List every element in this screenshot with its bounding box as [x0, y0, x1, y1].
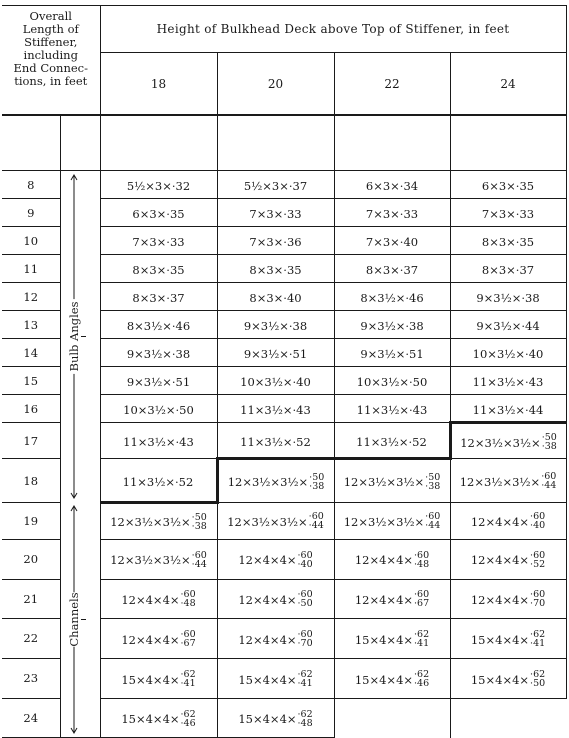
section-size: 10×3½×·40 — [240, 375, 311, 390]
table-row — [2, 171, 566, 199]
stiffener-section-cell — [217, 367, 334, 395]
stiffener-section-cell — [334, 339, 450, 367]
section-size: 12×3½×3½× — [459, 474, 541, 489]
stiffener-length: 14 — [2, 339, 60, 367]
stiffener-length: 17 — [2, 423, 60, 459]
stiffener-section-cell — [217, 658, 334, 698]
section-size: 12×3½×3½× — [343, 514, 425, 529]
flange-thickness: ·41 — [414, 638, 430, 650]
flange-thickness: ·44 — [191, 558, 207, 570]
stiffener-length: 24 — [2, 698, 60, 737]
section-size: 12×3½×3½× — [460, 435, 541, 450]
stiffener-section-cell — [100, 395, 217, 423]
stiffener-section-cell — [450, 579, 566, 618]
stiffener-section-cell — [100, 199, 217, 227]
section-size: 8×3×·35 — [132, 263, 185, 278]
stiffener-section-cell — [334, 283, 450, 311]
section-size: 10×3½×·50 — [123, 403, 194, 418]
web-thickness: ·60 — [297, 589, 313, 601]
section-size: 9×3½×·44 — [476, 319, 540, 334]
flange-thickness: ·40 — [530, 520, 546, 532]
section-size: 15×4×4× — [470, 672, 530, 687]
flange-thickness: ·67 — [414, 598, 430, 610]
section-size: 5½×3×·32 — [126, 179, 191, 194]
section-size: 12×4×4× — [354, 553, 414, 568]
stiffener-section-cell — [450, 227, 566, 255]
section-size: 6×3×·35 — [132, 207, 185, 222]
web-thickness: ·50 — [309, 471, 325, 483]
flange-thickness: ·38 — [191, 520, 207, 532]
section-size: 15×4×4× — [121, 712, 180, 727]
thickness-stack — [414, 551, 429, 569]
stiffener-section-cell — [450, 423, 566, 459]
length-header-line: Overall — [29, 9, 72, 23]
stiffener-section-cell — [100, 255, 217, 283]
section-size: 9×3½×·51 — [360, 347, 424, 362]
section-size: 12×4×4× — [354, 592, 414, 607]
section-size: 8×3×·35 — [481, 235, 535, 250]
section-size: 11×3½×·43 — [240, 403, 311, 418]
flange-thickness: ·48 — [414, 558, 430, 570]
stiffener-section-cell — [100, 658, 217, 698]
stiffener-section-cell — [100, 423, 217, 459]
stiffener-section-cell — [334, 579, 450, 618]
section-size: 8×3½×·46 — [126, 319, 191, 334]
section-size: 12×4×4× — [470, 514, 530, 529]
deck-height-column-header: 24 — [450, 53, 566, 116]
stiffener-section-cell — [217, 459, 334, 502]
stiffener-section-cell — [100, 339, 217, 367]
section-size: 15×4×4× — [121, 672, 180, 687]
stiffener-length: 10 — [2, 227, 60, 255]
stiffener-section-cell — [450, 658, 566, 698]
thickness-stack — [530, 670, 545, 688]
section-size: 9×3½×·51 — [243, 347, 308, 362]
section-size: 11×3½×·52 — [240, 434, 311, 449]
flange-thickness: ·70 — [530, 598, 546, 610]
stiffener-section-cell — [450, 199, 566, 227]
stiffener-section-cell — [450, 171, 566, 199]
flange-thickness: ·41 — [530, 638, 546, 650]
section-type-brace-column — [60, 171, 100, 738]
section-size: 12×4×4× — [470, 592, 530, 607]
stiffener-section-cell — [217, 283, 334, 311]
section-size: 12×4×4× — [470, 553, 530, 568]
web-thickness: ·60 — [308, 511, 324, 523]
stiffener-section-cell — [217, 339, 334, 367]
stiffener-section-cell — [100, 227, 217, 255]
flange-thickness: ·67 — [180, 638, 196, 650]
web-thickness: ·62 — [530, 629, 546, 641]
section-size: 5½×3×·37 — [243, 179, 308, 194]
flange-thickness: ·48 — [297, 717, 313, 729]
web-thickness: ·60 — [425, 511, 441, 523]
stiffener-section-cell — [334, 502, 450, 539]
thickness-stack — [298, 710, 313, 728]
stiffener-section-cell — [450, 459, 566, 502]
section-size: 15×4×4× — [238, 672, 297, 687]
thickness-stack — [298, 630, 313, 648]
section-size: 12×3½×3½× — [110, 515, 191, 530]
stiffener-section-cell — [450, 339, 566, 367]
flange-thickness: ·38 — [425, 480, 441, 492]
thickness-stack — [309, 512, 324, 530]
table-spacer-row — [2, 115, 566, 171]
flange-thickness: ·46 — [180, 717, 196, 729]
stiffener-length: 15 — [2, 367, 60, 395]
section-size: 7×3×·33 — [249, 207, 302, 222]
stiffener-length: 16 — [2, 395, 60, 423]
web-thickness: ·60 — [530, 589, 546, 601]
thickness-stack — [181, 590, 196, 608]
stiffener-section-cell — [100, 618, 217, 658]
thickness-stack — [414, 670, 429, 688]
section-size: 9×3½×·38 — [243, 319, 308, 334]
section-size: 7×3×·40 — [365, 235, 419, 250]
section-size: 12×4×4× — [121, 592, 180, 607]
flange-thickness: ·46 — [414, 678, 430, 690]
thickness-stack — [530, 590, 545, 608]
thickness-stack — [298, 670, 313, 688]
stiffener-section-cell — [334, 255, 450, 283]
thickness-stack — [530, 551, 545, 569]
web-thickness: ·50 — [191, 511, 207, 523]
stiffener-section-cell — [217, 311, 334, 339]
section-size: 12×4×4× — [121, 632, 180, 647]
thickness-stack — [541, 472, 556, 490]
flange-thickness: ·50 — [530, 678, 546, 690]
web-thickness: ·60 — [530, 549, 546, 561]
section-size: 7×3×·33 — [481, 207, 535, 222]
stiffener-section-cell — [450, 539, 566, 579]
thickness-stack — [542, 433, 557, 451]
stiffener-section-cell — [217, 423, 334, 459]
section-size: 10×3½×·40 — [472, 347, 544, 362]
web-thickness: ·62 — [530, 669, 546, 681]
stiffener-section-cell — [217, 395, 334, 423]
flange-thickness: ·41 — [297, 678, 313, 690]
stiffener-section-cell — [217, 618, 334, 658]
stiffener-section-cell — [217, 502, 334, 539]
web-thickness: ·62 — [414, 669, 430, 681]
section-size: 11×3½×·43 — [356, 403, 428, 418]
section-size: 12×3½×3½× — [343, 475, 425, 490]
stiffener-section-cell — [217, 199, 334, 227]
length-header-line: Stiffener, — [24, 35, 78, 49]
section-size: 11×3½×·44 — [472, 402, 544, 417]
stiffener-section-cell — [100, 171, 217, 199]
section-size: 12×3½×3½× — [227, 475, 309, 490]
stiffener-section-cell — [217, 539, 334, 579]
web-thickness: ·60 — [180, 589, 196, 601]
stiffener-length: 13 — [2, 311, 60, 339]
web-thickness: ·60 — [541, 471, 557, 483]
flange-thickness: ·48 — [180, 598, 196, 610]
stiffener-section-cell — [334, 227, 450, 255]
stiffener-section-cell — [334, 395, 450, 423]
section-size: 15×4×4× — [470, 632, 530, 647]
stiffener-section-cell — [334, 311, 450, 339]
stiffener-section-cell — [100, 459, 217, 502]
web-thickness: ·62 — [297, 669, 313, 681]
section-size: 11×3½×·43 — [123, 435, 194, 450]
stiffener-section-cell — [100, 311, 217, 339]
section-size: 6×3×·34 — [365, 179, 419, 194]
section-brace-graphic — [61, 171, 101, 737]
stiffener-section-cell — [450, 698, 566, 737]
stiffener-section-cell — [334, 171, 450, 199]
stiffener-length: 9 — [2, 199, 60, 227]
section-size: 10×3½×·50 — [356, 375, 428, 390]
web-thickness: ·60 — [414, 589, 430, 601]
section-size: 12×4×4× — [238, 553, 297, 568]
stiffener-length: 12 — [2, 283, 60, 311]
flange-thickness: ·41 — [180, 678, 196, 690]
deck-height-column-header: 18 — [100, 53, 217, 116]
web-thickness: ·50 — [425, 471, 441, 483]
section-size: 9×3½×·38 — [126, 347, 191, 362]
section-size: 7×3×·33 — [132, 235, 185, 250]
stiffener-section-cell — [217, 698, 334, 737]
flange-thickness: ·44 — [308, 520, 324, 532]
web-thickness: ·60 — [297, 629, 313, 641]
section-size: 8×3×·35 — [249, 263, 302, 278]
web-thickness: ·62 — [180, 669, 196, 681]
thickness-stack — [298, 590, 313, 608]
thickness-stack — [425, 512, 440, 530]
section-size: 12×4×4× — [238, 592, 297, 607]
section-size: 8×3×·37 — [365, 263, 419, 278]
stiffener-section-cell — [334, 199, 450, 227]
length-header-line: including — [23, 48, 78, 62]
flange-thickness: ·50 — [297, 598, 313, 610]
flange-thickness: ·70 — [297, 638, 313, 650]
stiffener-section-cell — [334, 367, 450, 395]
stiffener-section-cell — [334, 423, 450, 459]
stiffener-section-cell — [100, 539, 217, 579]
deck-height-group-header: Height of Bulkhead Deck above Top of Stiffener, in feet — [100, 6, 566, 53]
stiffener-section-cell — [334, 698, 450, 737]
stiffener-section-cell — [334, 618, 450, 658]
flange-thickness: ·38 — [309, 480, 325, 492]
web-thickness: ·60 — [180, 629, 196, 641]
web-thickness: ·60 — [530, 511, 546, 523]
length-column-header — [2, 6, 100, 116]
section-size: 15×4×4× — [354, 632, 414, 647]
stiffener-length: 22 — [2, 618, 60, 658]
stiffener-section-cell — [450, 395, 566, 423]
section-size: 8×3½×·46 — [360, 291, 424, 306]
stiffener-section-cell — [334, 658, 450, 698]
stiffener-section-cell — [450, 311, 566, 339]
section-size: 8×3×·37 — [132, 291, 185, 306]
stiffener-length: 19 — [2, 502, 60, 539]
web-thickness: ·62 — [180, 708, 196, 720]
stiffener-section-cell — [100, 579, 217, 618]
stiffener-section-cell — [217, 171, 334, 199]
stiffener-section-cell — [100, 698, 217, 737]
thickness-stack — [181, 670, 196, 688]
length-header-line: End Connec- — [13, 61, 88, 75]
flange-thickness: ·44 — [425, 520, 441, 532]
stiffener-section-cell — [100, 367, 217, 395]
section-size: 9×3½×·38 — [360, 319, 424, 334]
flange-thickness: ·38 — [541, 441, 557, 453]
stiffener-section-cell — [100, 502, 217, 539]
section-size: 12×4×4× — [238, 632, 297, 647]
stiffener-length: 21 — [2, 579, 60, 618]
section-size: 7×3×·36 — [249, 235, 302, 250]
stiffener-length: 20 — [2, 539, 60, 579]
bulb-section-label: Bulb Angles — [66, 301, 81, 372]
flange-thickness: ·52 — [530, 558, 546, 570]
stiffener-section-cell — [217, 579, 334, 618]
web-thickness: ·60 — [414, 549, 430, 561]
section-size: 8×3×·37 — [481, 263, 535, 278]
section-size: 11×3½×·43 — [472, 375, 544, 390]
thickness-stack — [414, 630, 429, 648]
thickness-stack — [414, 590, 429, 608]
stiffener-length: 11 — [2, 255, 60, 283]
section-size: 12×3½×3½× — [110, 553, 191, 568]
flange-thickness: ·44 — [541, 480, 557, 492]
stiffener-section-cell — [217, 227, 334, 255]
section-size: 15×4×4× — [354, 672, 414, 687]
web-thickness: ·62 — [414, 629, 430, 641]
section-size: 12×3½×3½× — [227, 514, 308, 529]
stiffener-section-cell — [450, 283, 566, 311]
deck-height-column-header: 20 — [217, 53, 334, 116]
thickness-stack — [309, 473, 324, 491]
section-size: 11×3½×·52 — [122, 474, 194, 489]
section-size: 7×3×·33 — [365, 207, 419, 222]
stiffener-section-cell — [100, 283, 217, 311]
deck-height-column-header: 22 — [334, 53, 450, 116]
web-thickness: ·62 — [297, 708, 313, 720]
stiffener-length: 23 — [2, 658, 60, 698]
stiffener-section-cell — [334, 459, 450, 502]
stiffener-length: 8 — [2, 171, 60, 199]
web-thickness: ·60 — [297, 549, 313, 561]
stiffener-section-cell — [450, 502, 566, 539]
section-size: 6×3×·35 — [481, 179, 535, 194]
thickness-stack — [192, 551, 207, 569]
thickness-stack — [530, 630, 545, 648]
thickness-stack — [298, 551, 313, 569]
length-header-line: tions, in feet — [14, 74, 88, 88]
stiffener-section-cell — [450, 367, 566, 395]
thickness-stack — [181, 710, 196, 728]
section-size: 15×4×4× — [238, 712, 297, 727]
web-thickness: ·60 — [191, 549, 207, 561]
stiffener-section-cell — [450, 255, 566, 283]
stiffener-section-cell — [450, 618, 566, 658]
section-size: 11×3½×·52 — [356, 434, 427, 449]
section-size: 9×3½×·51 — [126, 375, 191, 390]
flange-thickness: ·40 — [297, 558, 313, 570]
thickness-stack — [192, 513, 207, 531]
web-thickness: ·50 — [541, 432, 557, 444]
stiffener-scantling-table — [2, 5, 567, 738]
stiffener-section-cell — [217, 255, 334, 283]
length-header-line: Length of — [22, 22, 79, 36]
thickness-stack — [425, 473, 440, 491]
stiffener-section-cell — [334, 539, 450, 579]
thickness-stack — [181, 630, 196, 648]
channels-section-label: Channels — [66, 592, 81, 647]
stiffener-length: 18 — [2, 459, 60, 502]
section-size: 8×3×·40 — [249, 291, 302, 306]
thickness-stack — [530, 512, 545, 530]
section-size: 9×3½×·38 — [476, 291, 540, 306]
